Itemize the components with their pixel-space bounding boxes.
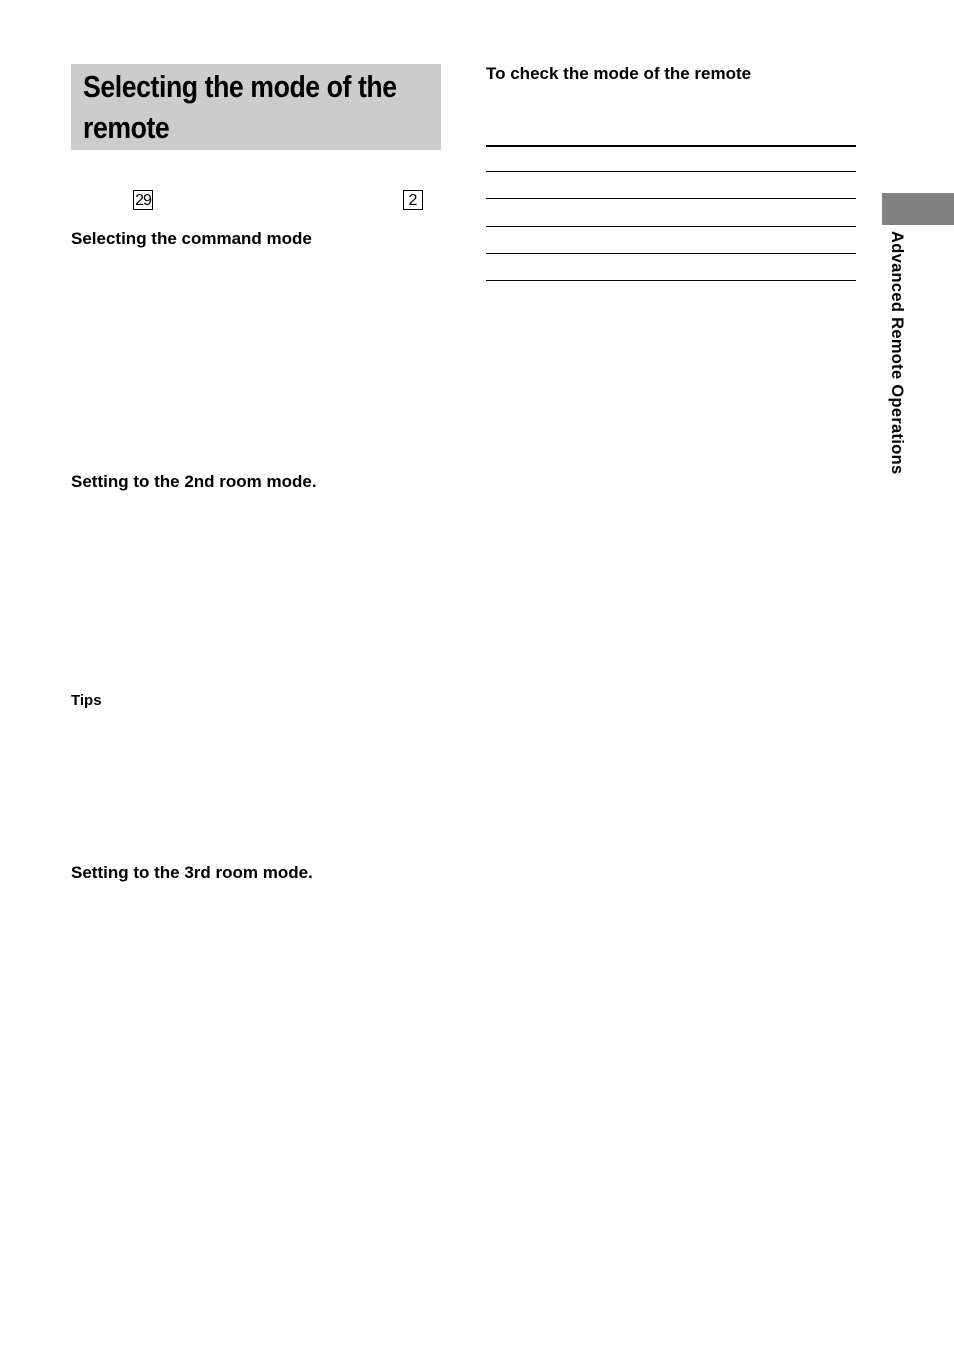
section-heading-command-mode: Selecting the command mode bbox=[71, 229, 312, 248]
button-ref-number: 2 bbox=[403, 190, 423, 210]
table-rule bbox=[486, 171, 856, 172]
button-ref-number: 29 bbox=[133, 190, 153, 210]
chapter-label: Advanced Remote Operations bbox=[888, 231, 906, 475]
table-rule bbox=[486, 198, 856, 199]
page-title: Selecting the mode of the remote bbox=[83, 69, 397, 145]
section-heading-2nd-room: Setting to the 2nd room mode. bbox=[71, 472, 317, 491]
section-heading-3rd-room: Setting to the 3rd room mode. bbox=[71, 863, 313, 882]
section-heading-check-mode: To check the mode of the remote bbox=[486, 64, 752, 83]
table-rule bbox=[486, 280, 856, 281]
table-rule-top bbox=[486, 145, 856, 147]
table-rule bbox=[486, 253, 856, 254]
title-box bbox=[71, 64, 441, 150]
tips-heading: Tips bbox=[71, 692, 102, 709]
chapter-tab bbox=[882, 193, 954, 225]
table-rule bbox=[486, 226, 856, 227]
